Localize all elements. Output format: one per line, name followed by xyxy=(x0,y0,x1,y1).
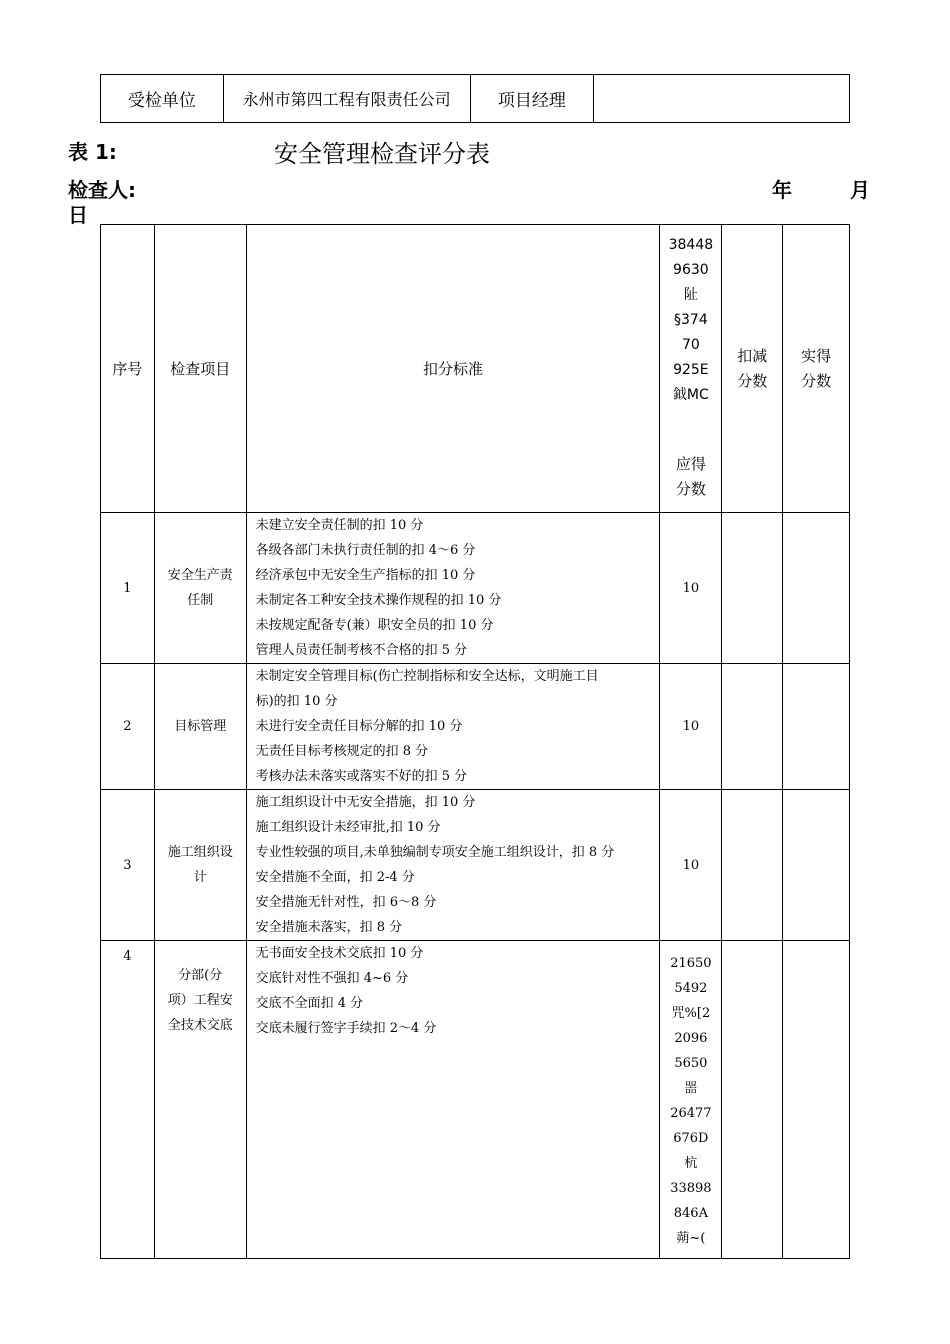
project-manager-value xyxy=(594,75,850,123)
table-row xyxy=(101,513,850,664)
inspected-unit-label: 受检单位 xyxy=(101,75,224,123)
row-score: 10 xyxy=(660,664,722,790)
row-actual xyxy=(783,513,850,664)
row-item: 目标管理 xyxy=(154,664,246,790)
safety-score-table xyxy=(100,224,850,1259)
col-header-actual: 实得 分数 xyxy=(783,225,850,513)
table-row xyxy=(101,941,850,1259)
table-number-label: 表 1: xyxy=(68,140,117,164)
year-label: 年 xyxy=(772,178,792,202)
row-deduct xyxy=(722,941,783,1259)
row-number: 4 xyxy=(101,941,155,1259)
row-number: 1 xyxy=(101,513,155,664)
table-title: 安全管理检查评分表 xyxy=(274,140,490,168)
row-actual xyxy=(783,664,850,790)
row-score-garbled: 21650 5492 咒%[2 2096 5650 噐 26477 676D 杭 33898 846A 蒴~( xyxy=(660,941,722,1259)
row-criteria: 施工组织设计中无安全措施，扣 10 分 施工组织设计未经审批,扣 10 分 专业性较强的项目,未单独编制专项安全施工组织设计，扣 8 分 安全措施不全面，扣 2-4 分 安全措施无针对性，扣 6～8 分 安全措施未落实，扣 8 分 xyxy=(246,790,660,941)
inspector-label: 检查人: xyxy=(68,178,136,202)
table-row xyxy=(101,664,850,790)
col-header-no: 序号 xyxy=(101,225,155,513)
row-score: 10 xyxy=(660,513,722,664)
row-item: 施工组织设 计 xyxy=(154,790,246,941)
row-deduct xyxy=(722,664,783,790)
header-table xyxy=(100,74,850,123)
row-deduct xyxy=(722,513,783,664)
row-item: 分部(分 项）工程安 全技术交底 xyxy=(154,941,246,1259)
col-header-criteria: 扣分标准 xyxy=(246,225,660,513)
month-label: 月 xyxy=(850,178,870,202)
row-criteria: 未制定安全管理目标(伤亡控制指标和安全达标，文明施工目 标)的扣 10 分 未进行安全责任目标分解的扣 10 分 无责任目标考核规定的扣 8 分 考核办法未落实或落实不好的扣 5 分 xyxy=(246,664,660,790)
col-header-score xyxy=(660,225,722,513)
row-score: 10 xyxy=(660,790,722,941)
row-criteria: 未建立安全责任制的扣 10 分 各级各部门未执行责任制的扣 4～6 分 经济承包中无安全生产指标的扣 10 分 未制定各工种安全技术操作规程的扣 10 分 未按规定配备专(兼）职安全员的扣 10 分 管理人员责任制考核不合格的扣 5 分 xyxy=(246,513,660,664)
row-criteria: 无书面安全技术交底扣 10 分 交底针对性不强扣 4~6 分 交底不全面扣 4 分 交底未履行签字手续扣 2～4 分 xyxy=(246,941,660,1259)
row-number: 3 xyxy=(101,790,155,941)
row-deduct xyxy=(722,790,783,941)
inspector-line xyxy=(68,174,872,227)
row-item: 安全生产责 任制 xyxy=(154,513,246,664)
project-manager-label: 项目经理 xyxy=(470,75,594,123)
table-row xyxy=(101,790,850,941)
col-header-deduct: 扣减 分数 xyxy=(722,225,783,513)
score-label: 应得 分数 xyxy=(675,455,706,498)
garbled-text: 38448 9630 阯 §374 70 925E 鉞MC xyxy=(668,237,714,403)
row-actual xyxy=(783,941,850,1259)
row-number: 2 xyxy=(101,664,155,790)
day-label: 日 xyxy=(68,203,88,227)
table-header-row xyxy=(101,225,850,513)
row-actual xyxy=(783,790,850,941)
col-header-item: 检查项目 xyxy=(154,225,246,513)
inspected-unit-value: 永州市第四工程有限责任公司 xyxy=(223,75,470,123)
